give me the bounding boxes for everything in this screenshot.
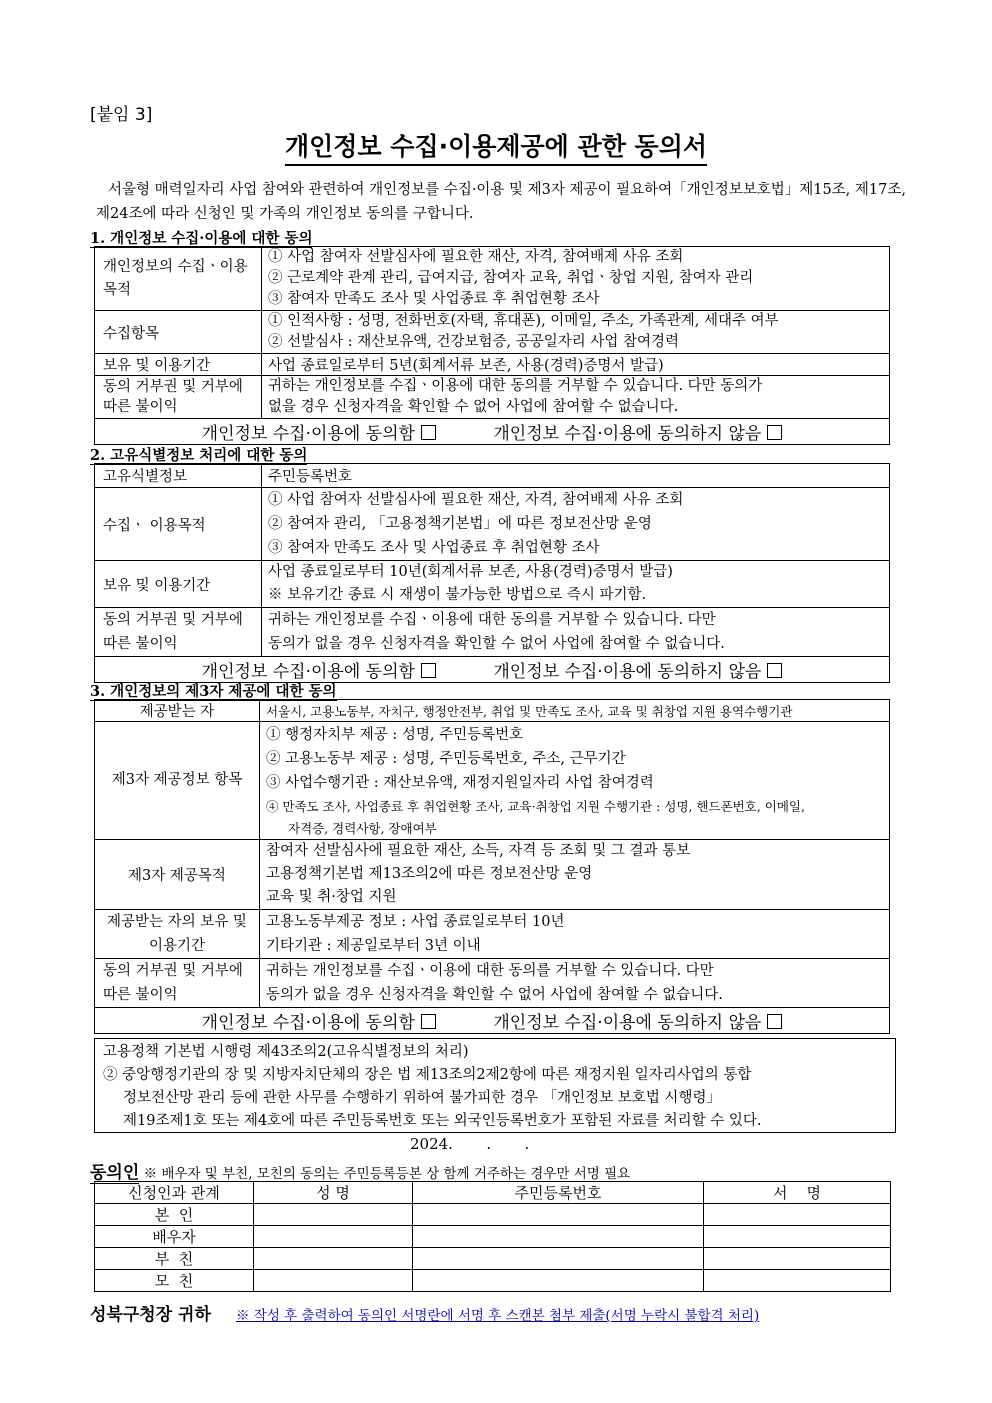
section2-table: [94, 463, 890, 683]
items-label: 제3자 제공정보 항목: [95, 722, 260, 840]
addressee: 성북구청장 귀하: [90, 1305, 211, 1325]
purpose-item: ② 참여자 관리, 「고용정책기본법」에 따른 정보전산망 운영: [268, 516, 652, 532]
rrn-field[interactable]: [413, 1226, 704, 1248]
agree-option[interactable]: 개인정보 수집·이용에 동의함: [202, 424, 436, 444]
col-header: 성 명: [254, 1182, 413, 1204]
purpose-label: 개인정보의 수집ㆍ이용목적: [95, 247, 262, 311]
recipient-label: 제공받는 자: [95, 700, 260, 722]
relation-cell: 부 친: [95, 1248, 254, 1270]
section3-consent-row: [95, 1008, 890, 1034]
period-label: 보유 및 이용기간: [95, 561, 262, 608]
provided-item: ① 행정자치부 제공 : 성명, 주민등록번호: [266, 726, 524, 743]
col-header: 신청인과 관계: [95, 1182, 254, 1204]
purpose-item: 참여자 선발심사에 필요한 재산, 소득, 자격 등 조회 및 그 결과 통보: [266, 843, 691, 859]
refuse-text: 동의가 없을 경우 신청자격을 확인할 수 없어 사업에 참여할 수 없습니다.: [268, 636, 725, 652]
rrn-field[interactable]: [413, 1248, 704, 1270]
purpose-item: ③ 참여자 만족도 조사 및 사업종료 후 취업현황 조사: [268, 291, 600, 307]
relation-cell: 본 인: [95, 1204, 254, 1226]
purpose-item: 고용정책기본법 제13조의2에 따른 정보전산망 운영: [266, 866, 593, 882]
signature-table: [94, 1181, 891, 1292]
name-field[interactable]: [254, 1226, 413, 1248]
period-label: 보유 및 이용기간: [95, 354, 262, 376]
section3-table: [94, 699, 890, 1034]
law-text: 정보전산망 관리 등에 관한 사무를 수행하기 위하여 불가피한 경우 「개인정보 보호법 시행령」: [123, 1090, 721, 1106]
signature-field[interactable]: [704, 1204, 891, 1226]
col-header: 주민등록번호: [413, 1182, 704, 1204]
intro-text: 서울형 매력일자리 사업 참여와 관련하여 개인정보를 수집·이용 및 제3자 제공이 필요하여「개인정보보호법」제15조, 제17조, 제24조에 따라 신청인 및 가족의 개인정보 동의를 구합니다.: [96, 182, 906, 222]
purpose-item: ② 근로계약 관계 관리, 급여지급, 참여자 교육, 취업ㆍ창업 지원, 참여자 관리: [268, 270, 754, 286]
page-title: 개인정보 수집·이용제공에 관한 동의서: [0, 127, 992, 163]
purpose-item: 교육 및 취·창업 지원: [266, 889, 397, 905]
name-field[interactable]: [254, 1248, 413, 1270]
period-note: ※ 보유기간 종료 시 재생이 불가능한 방법으로 즉시 파기함.: [268, 587, 647, 603]
provided-item: ④ 만족도 조사, 사업종료 후 취업현황 조사, 교육·취창업 지원 수행기관 : 성명, 핸드폰번호, 이메일,: [266, 798, 805, 814]
collected-item: ① 인적사항 : 성명, 전화번호(자택, 휴대폰), 이메일, 주소, 가족관계, 세대주 여부: [268, 313, 779, 329]
date-line: 2024. . .: [410, 1135, 530, 1153]
law-text: 제19조제1호 또는 제4호에 따른 주민등록번호 또는 외국인등록번호가 포함된 자료를 처리할 수 있다.: [123, 1113, 762, 1129]
purpose-item: ① 사업 참여자 선발심사에 필요한 재산, 자격, 참여배제 사유 조회: [268, 492, 684, 508]
purpose-label: 제3자 제공목적: [95, 840, 260, 910]
signature-field[interactable]: [704, 1270, 891, 1292]
submission-note: ※ 작성 후 출력하여 동의인 서명란에 서명 후 스캔본 첨부 제출(서명 누락시 불합격 처리): [236, 1308, 760, 1324]
refuse-label: 동의 거부권 및 거부에 따른 불이익: [95, 959, 260, 1008]
refuse-text: 귀하는 개인정보를 수집ㆍ이용에 대한 동의를 거부할 수 있습니다. 다만: [268, 612, 716, 628]
refuse-text: 귀하는 개인정보를 수집ㆍ이용에 대한 동의를 거부할 수 있습니다. 다만: [266, 963, 714, 979]
id-value: 주민등록번호: [262, 464, 890, 488]
purpose-label: 수집ㆍ 이용목적: [95, 488, 262, 561]
signature-field[interactable]: [704, 1248, 891, 1270]
refuse-text: 없을 경우 신청자격을 확인할 수 없어 사업에 참여할 수 없습니다.: [268, 399, 679, 415]
consent-label: 동의인: [90, 1163, 140, 1183]
collected-item: ② 선발심사 : 재산보유액, 건강보험증, 공공일자리 사업 참여경력: [268, 334, 680, 350]
purpose-item: ① 사업 참여자 선발심사에 필요한 재산, 자격, 참여배제 사유 조회: [268, 249, 684, 265]
rrn-field[interactable]: [413, 1270, 704, 1292]
checkbox-icon[interactable]: [421, 663, 436, 678]
checkbox-icon[interactable]: [421, 1014, 436, 1029]
name-field[interactable]: [254, 1270, 413, 1292]
name-field[interactable]: [254, 1204, 413, 1226]
consent-note: ※ 배우자 및 부친, 모친의 동의는 주민등록등본 상 함께 거주하는 경우만 서명 필요: [143, 1166, 631, 1182]
agree-option[interactable]: 개인정보 수집·이용에 동의함: [202, 662, 436, 682]
period-value: 기타기관 : 제공일로부터 3년 이내: [266, 938, 481, 954]
section3-heading: 3. 개인정보의 제3자 제공에 대한 동의: [90, 683, 337, 700]
period-label: 제공받는 자의 보유 및 이용기간: [95, 910, 260, 959]
relation-cell: 모 친: [95, 1270, 254, 1292]
disagree-option[interactable]: 개인정보 수집·이용에 동의하지 않음: [493, 1013, 782, 1033]
refuse-text: 귀하는 개인정보를 수집ㆍ이용에 대한 동의를 거부할 수 있습니다. 다만 동의가: [268, 378, 763, 394]
checkbox-icon[interactable]: [767, 1014, 782, 1029]
col-header: 서 명: [704, 1182, 891, 1204]
law-text: ② 중앙행정기관의 장 및 지방자치단체의 장은 법 제13조의2제2항에 따른 재정지원 일자리사업의 통합: [103, 1067, 752, 1083]
section2-heading: 2. 고유식별정보 처리에 대한 동의: [90, 447, 308, 464]
section1-table: [94, 246, 890, 445]
provided-item-cont: 자격증, 경력사항, 장애여부: [288, 820, 437, 836]
period-value: 사업 종료일로부터 5년(회계서류 보존, 사용(경력)증명서 발급): [262, 354, 890, 376]
attachment-label: [붙임 3]: [90, 105, 153, 125]
recipient-value: 서울시, 고용노동부, 자치구, 행정안전부, 취업 및 만족도 조사, 교육 및 취창업 지원 용역수행기관: [260, 700, 890, 722]
law-reference-box: [94, 1038, 896, 1133]
rrn-field[interactable]: [413, 1204, 704, 1226]
disagree-option[interactable]: 개인정보 수집·이용에 동의하지 않음: [493, 424, 782, 444]
purpose-item: ③ 참여자 만족도 조사 및 사업종료 후 취업현황 조사: [268, 540, 600, 556]
id-label: 고유식별정보: [95, 464, 262, 488]
refuse-label: 동의 거부권 및 거부에 따른 불이익: [95, 608, 262, 657]
provided-item: ③ 사업수행기관 : 재산보유액, 재정지원일자리 사업 참여경력: [266, 774, 654, 791]
relation-cell: 배우자: [95, 1226, 254, 1248]
provided-item: ② 고용노동부 제공 : 성명, 주민등록번호, 주소, 근무기간: [266, 750, 626, 767]
law-title: 고용정책 기본법 시행령 제43조의2(고유식별정보의 처리): [103, 1044, 469, 1060]
signature-field[interactable]: [704, 1226, 891, 1248]
checkbox-icon[interactable]: [421, 425, 436, 440]
section1-consent-row: [95, 419, 890, 445]
period-value: 고용노동부제공 정보 : 사업 종료일로부터 10년: [266, 914, 565, 930]
period-value: 사업 종료일로부터 10년(회계서류 보존, 사용(경력)증명서 발급): [268, 564, 673, 580]
section1-heading: 1. 개인정보 수집·이용에 대한 동의: [90, 230, 313, 247]
checkbox-icon[interactable]: [767, 663, 782, 678]
checkbox-icon[interactable]: [767, 425, 782, 440]
consent-header: [90, 1158, 630, 1183]
refuse-label: 동의 거부권 및 거부에 따른 불이익: [95, 376, 262, 419]
agree-option[interactable]: 개인정보 수집·이용에 동의함: [202, 1013, 436, 1033]
section2-consent-row: [95, 657, 890, 683]
disagree-option[interactable]: 개인정보 수집·이용에 동의하지 않음: [493, 662, 782, 682]
items-label: 수집항목: [95, 311, 262, 354]
refuse-text: 동의가 없을 경우 신청자격을 확인할 수 없어 사업에 참여할 수 없습니다.: [266, 987, 723, 1003]
